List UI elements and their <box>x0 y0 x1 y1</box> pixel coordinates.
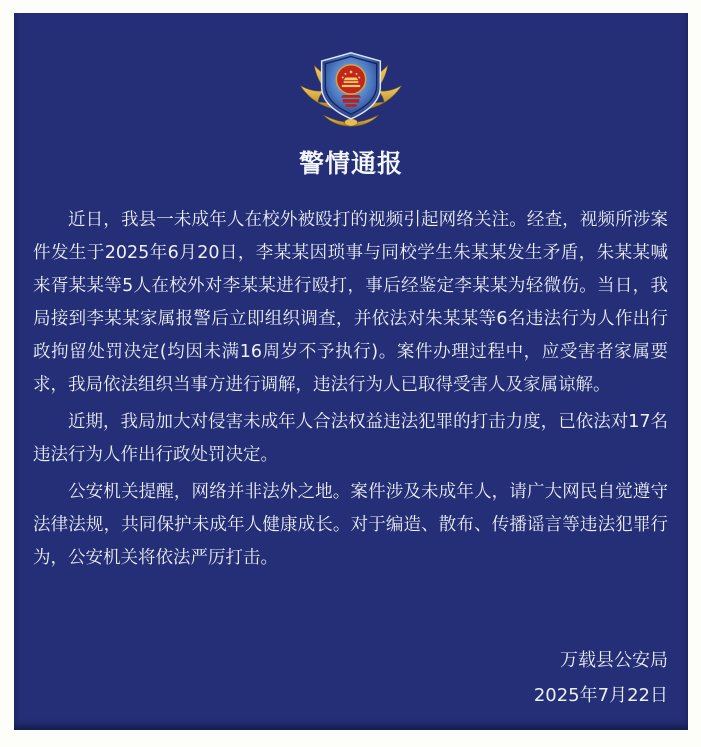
notice-paragraph-2: 近期，我局加大对侵害未成年人合法权益违法犯罪的打击力度，已依法对17名违法行为人作出行政处罚决定。 <box>33 412 668 465</box>
notice-paragraph-1: 近日，我县一未成年人在校外被殴打的视频引起网络关注。经查，视频所涉案件发生于2025年6月20日，李某某因琐事与同校学生朱某某发生矛盾，朱某某喊来胥某某等5人在校外对李某某进行殴打，事后经鉴定李某某为轻微伤。当日，我局接到李某某家属报警后立即组织调查，并依法对朱某某等6名违法行为人作出行政拘留处罚决定(均因未满16周岁不予执行)。案件办理过程中，应受害者家属要求，我局依法组织当事方进行调解，违法行为人已取得受害人及家属谅解。 <box>33 210 668 395</box>
signature-agency: 万载县公安局 <box>560 650 668 671</box>
notice-panel <box>14 13 688 730</box>
signature-date: 2025年7月22日 <box>533 685 668 706</box>
police-badge-icon <box>296 45 406 133</box>
notice-paragraph-3: 公安机关提醒，网络并非法外之地。案件涉及未成年人，请广大网民自觉遵守法律法规，共同保护未成年人健康成长。对于编造、散布、传播谣言等违法犯罪行为，公安机关将依法严厉打击。 <box>33 482 668 568</box>
notice-title: 警情通报 <box>298 149 403 178</box>
signature-block <box>14 651 688 706</box>
notice-body <box>14 204 688 575</box>
